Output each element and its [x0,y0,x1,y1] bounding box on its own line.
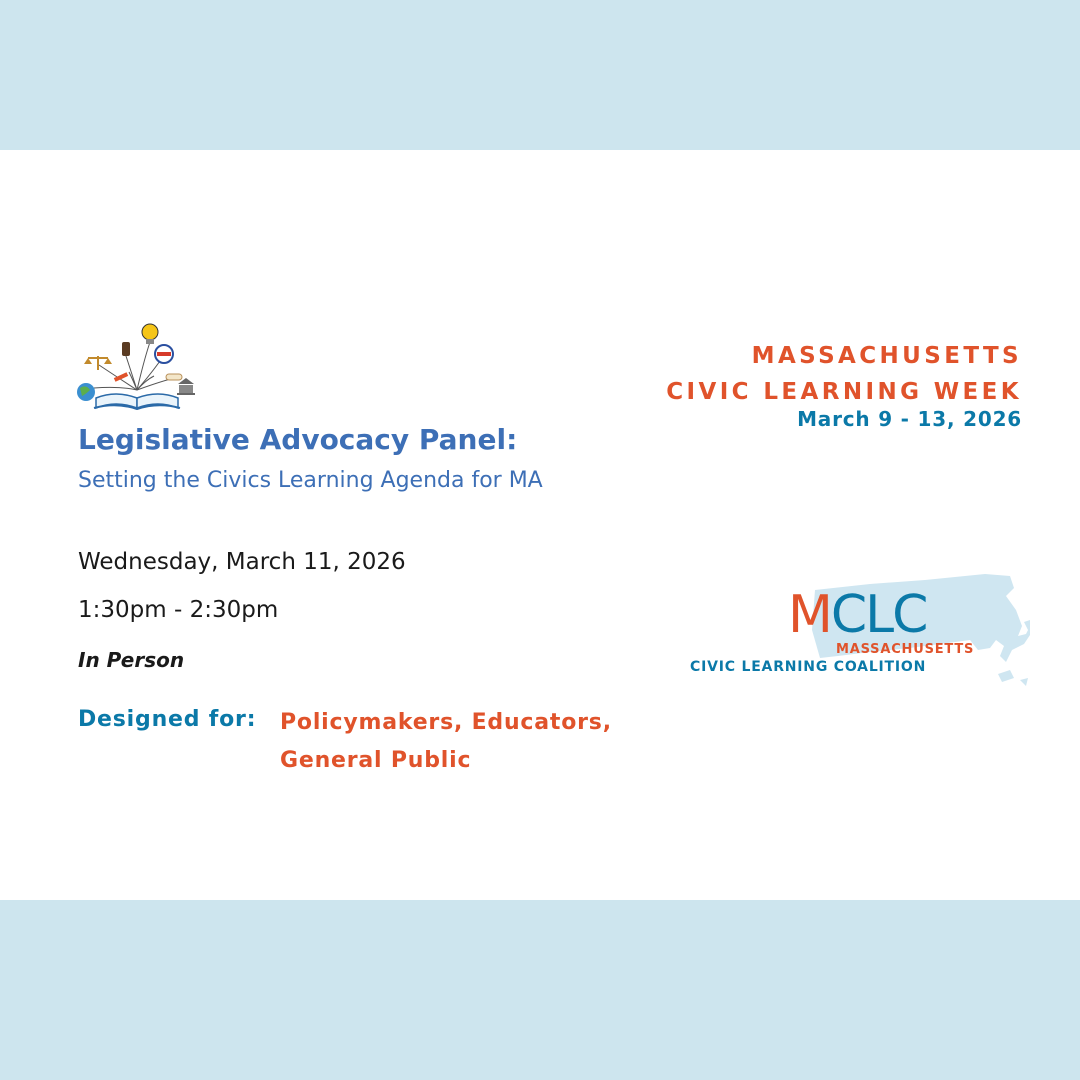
logo-coalition-name: CIVIC LEARNING COALITION [690,659,927,675]
event-format: In Person [78,648,185,672]
event-subtitle: Setting the Civics Learning Agenda for MA [78,468,543,493]
civics-book-icon [74,320,200,410]
audience-line-1: Policymakers, Educators, [280,710,612,735]
civic-week-dates: March 9 - 13, 2026 [797,407,1022,431]
bottom-band [0,900,1080,1080]
event-time: 1:30pm - 2:30pm [78,597,279,623]
mclc-acronym [788,586,926,644]
civic-week-title [666,338,1022,410]
mclc-logo [680,570,1030,695]
audience-label: Designed for: [78,707,257,732]
audience-line-2: General Public [280,748,472,773]
event-title: Legislative Advocacy Panel: [78,423,518,456]
audience-values [280,704,660,780]
acronym-clc: CLC [830,585,927,645]
top-band [0,0,1080,150]
acronym-m: M [788,585,831,645]
civic-week-line-2: CIVIC LEARNING WEEK [666,379,1022,405]
event-date: Wednesday, March 11, 2026 [78,549,406,575]
logo-state-name: MASSACHUSETTS [836,642,975,657]
civic-week-line-1: MASSACHUSETTS [751,343,1022,369]
